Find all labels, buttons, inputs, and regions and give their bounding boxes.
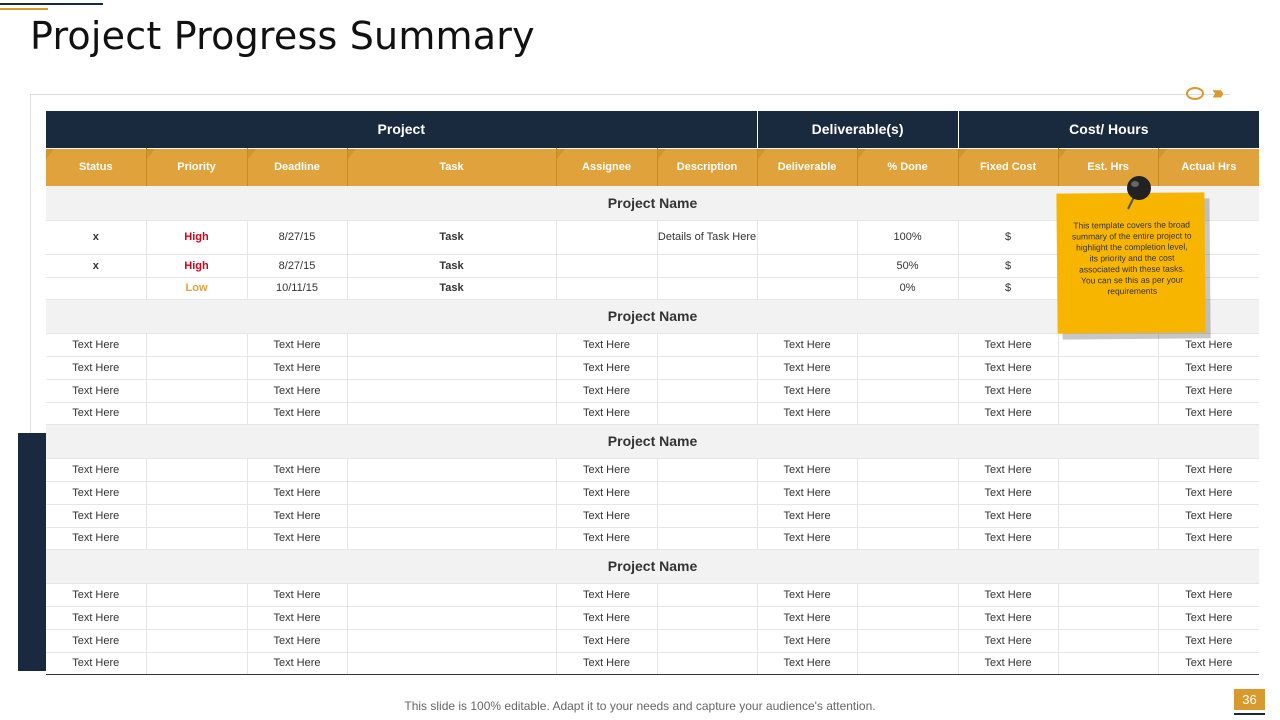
deliverable-cell: Text Here <box>757 481 857 504</box>
assignee-cell: Text Here <box>556 652 657 674</box>
priority-cell <box>146 606 247 629</box>
priority-cell <box>146 379 247 402</box>
footer-note: This slide is 100% editable. Adapt it to your needs and capture your audience's attention. <box>404 699 876 713</box>
est-hrs-cell <box>1058 652 1158 674</box>
est-hrs-cell <box>1058 379 1158 402</box>
deadline-cell: 8/27/15 <box>247 220 347 254</box>
actual-hrs-cell: Text Here <box>1158 333 1259 356</box>
description-cell <box>657 504 757 527</box>
description-cell <box>657 458 757 481</box>
actual-hrs-cell: Text Here <box>1158 356 1259 379</box>
assignee-cell: Text Here <box>556 583 657 606</box>
priority-cell: High <box>146 254 247 277</box>
done-cell <box>857 402 958 424</box>
column-header: % Done <box>857 148 958 186</box>
done-cell <box>857 652 958 674</box>
table-row <box>46 333 1259 356</box>
done-cell <box>857 527 958 549</box>
description-cell <box>657 481 757 504</box>
done-cell: 0% <box>857 277 958 299</box>
assignee-cell: Text Here <box>556 606 657 629</box>
deliverable-cell: Text Here <box>757 583 857 606</box>
description-cell <box>657 402 757 424</box>
column-header: Deliverable <box>757 148 857 186</box>
task-cell <box>347 606 556 629</box>
priority-cell <box>146 481 247 504</box>
est-hrs-cell <box>1058 504 1158 527</box>
decorative-arrows <box>1186 83 1220 103</box>
deliverable-cell: Text Here <box>757 356 857 379</box>
assignee-cell: Text Here <box>556 481 657 504</box>
table-row <box>46 629 1259 652</box>
description-cell <box>657 629 757 652</box>
group-header-cost-hours: Cost/ Hours <box>958 111 1259 148</box>
fixed-cost-cell: Text Here <box>958 527 1058 549</box>
status-cell: Text Here <box>46 402 146 424</box>
task-cell <box>347 333 556 356</box>
actual-hrs-cell: Text Here <box>1158 527 1259 549</box>
task-cell <box>347 652 556 674</box>
deliverable-cell: Text Here <box>757 504 857 527</box>
deliverable-cell <box>757 277 857 299</box>
table-row <box>46 481 1259 504</box>
description-cell <box>657 254 757 277</box>
table-row <box>46 379 1259 402</box>
status-cell: Text Here <box>46 527 146 549</box>
assignee-cell: Text Here <box>556 379 657 402</box>
project-name: Project Name <box>46 424 1259 458</box>
column-header: Description <box>657 148 757 186</box>
fixed-cost-cell: $ <box>958 254 1058 277</box>
task-cell <box>347 629 556 652</box>
deadline-cell: Text Here <box>247 504 347 527</box>
task-cell <box>347 402 556 424</box>
description-cell <box>657 527 757 549</box>
fixed-cost-cell: Text Here <box>958 333 1058 356</box>
column-header: Fixed Cost <box>958 148 1058 186</box>
deadline-cell: Text Here <box>247 583 347 606</box>
deliverable-cell: Text Here <box>757 402 857 424</box>
ring-icon <box>1186 87 1204 100</box>
task-cell <box>347 583 556 606</box>
deliverable-cell: Text Here <box>757 333 857 356</box>
deliverable-cell: Text Here <box>757 458 857 481</box>
top-accent-line-gold <box>0 8 48 10</box>
column-header: Task <box>347 148 556 186</box>
deadline-cell: Text Here <box>247 402 347 424</box>
deliverable-cell <box>757 220 857 254</box>
description-cell: Details of Task Here <box>657 220 757 254</box>
est-hrs-cell <box>1058 356 1158 379</box>
est-hrs-cell <box>1058 629 1158 652</box>
task-cell <box>347 481 556 504</box>
status-cell: Text Here <box>46 629 146 652</box>
actual-hrs-cell: Text Here <box>1158 652 1259 674</box>
deliverable-cell: Text Here <box>757 527 857 549</box>
fixed-cost-cell: Text Here <box>958 583 1058 606</box>
done-cell <box>857 356 958 379</box>
project-name: Project Name <box>46 299 1259 333</box>
group-header-row <box>46 111 1259 148</box>
table-row <box>46 504 1259 527</box>
table-row <box>46 652 1259 674</box>
priority-cell <box>146 402 247 424</box>
priority-cell: High <box>146 220 247 254</box>
actual-hrs-cell: Text Here <box>1158 629 1259 652</box>
assignee-cell: Text Here <box>556 458 657 481</box>
column-header: Assignee <box>556 148 657 186</box>
assignee-cell <box>556 220 657 254</box>
task-cell <box>347 356 556 379</box>
priority-cell <box>146 652 247 674</box>
status-cell: Text Here <box>46 583 146 606</box>
project-group-row <box>46 549 1259 583</box>
top-accent-line <box>0 3 103 5</box>
status-cell: Text Here <box>46 606 146 629</box>
group-header-project: Project <box>46 111 757 148</box>
table-row <box>46 527 1259 549</box>
priority-cell <box>146 504 247 527</box>
column-header: Priority <box>146 148 247 186</box>
actual-hrs-cell: Text Here <box>1158 583 1259 606</box>
deliverable-cell: Text Here <box>757 629 857 652</box>
deadline-cell: Text Here <box>247 333 347 356</box>
frame-line-left <box>30 94 31 434</box>
status-cell: Text Here <box>46 333 146 356</box>
assignee-cell: Text Here <box>556 402 657 424</box>
table-row <box>46 606 1259 629</box>
column-header: Status <box>46 148 146 186</box>
pushpin-icon <box>1124 175 1152 211</box>
description-cell <box>657 606 757 629</box>
deadline-cell: 10/11/15 <box>247 277 347 299</box>
done-cell <box>857 481 958 504</box>
task-cell <box>347 527 556 549</box>
priority-cell <box>146 458 247 481</box>
done-cell <box>857 583 958 606</box>
deadline-cell: Text Here <box>247 458 347 481</box>
actual-hrs-cell: Text Here <box>1158 458 1259 481</box>
deadline-cell: 8/27/15 <box>247 254 347 277</box>
column-header: Deadline <box>247 148 347 186</box>
assignee-cell: Text Here <box>556 629 657 652</box>
actual-hrs-cell: Text Here <box>1158 402 1259 424</box>
description-cell <box>657 333 757 356</box>
project-name: Project Name <box>46 186 1259 220</box>
status-cell <box>46 277 146 299</box>
deadline-cell: Text Here <box>247 629 347 652</box>
column-header-row <box>46 148 1259 186</box>
status-cell: Text Here <box>46 481 146 504</box>
actual-hrs-cell: Text Here <box>1158 504 1259 527</box>
status-cell: x <box>46 220 146 254</box>
description-cell <box>657 652 757 674</box>
priority-cell <box>146 527 247 549</box>
task-cell: Task <box>347 277 556 299</box>
done-cell <box>857 504 958 527</box>
task-cell <box>347 458 556 481</box>
est-hrs-cell <box>1058 583 1158 606</box>
project-group-row <box>46 424 1259 458</box>
description-cell <box>657 583 757 606</box>
table-row <box>46 356 1259 379</box>
column-header: Actual Hrs <box>1158 148 1259 186</box>
priority-cell <box>146 583 247 606</box>
fixed-cost-cell: Text Here <box>958 402 1058 424</box>
frame-line-top <box>30 94 1230 95</box>
est-hrs-cell <box>1058 402 1158 424</box>
fixed-cost-cell: Text Here <box>958 504 1058 527</box>
assignee-cell: Text Here <box>556 527 657 549</box>
status-cell: Text Here <box>46 458 146 481</box>
fixed-cost-cell: Text Here <box>958 379 1058 402</box>
group-header-deliverables: Deliverable(s) <box>757 111 958 148</box>
table-row <box>46 402 1259 424</box>
assignee-cell <box>556 277 657 299</box>
est-hrs-cell <box>1058 481 1158 504</box>
est-hrs-cell <box>1058 458 1158 481</box>
priority-cell: Low <box>146 277 247 299</box>
description-cell <box>657 277 757 299</box>
fixed-cost-cell: Text Here <box>958 606 1058 629</box>
est-hrs-cell <box>1058 527 1158 549</box>
priority-cell <box>146 356 247 379</box>
page-number-underline <box>1234 713 1265 715</box>
done-cell: 50% <box>857 254 958 277</box>
deliverable-cell: Text Here <box>757 652 857 674</box>
status-cell: Text Here <box>46 379 146 402</box>
fixed-cost-cell: Text Here <box>958 356 1058 379</box>
actual-hrs-cell: Text Here <box>1158 379 1259 402</box>
task-cell: Task <box>347 254 556 277</box>
fixed-cost-cell: Text Here <box>958 481 1058 504</box>
deliverable-cell: Text Here <box>757 606 857 629</box>
actual-hrs-cell: Text Here <box>1158 481 1259 504</box>
done-cell <box>857 629 958 652</box>
assignee-cell: Text Here <box>556 504 657 527</box>
status-cell: x <box>46 254 146 277</box>
deadline-cell: Text Here <box>247 379 347 402</box>
task-cell: Task <box>347 220 556 254</box>
done-cell <box>857 333 958 356</box>
description-cell <box>657 379 757 402</box>
status-cell: Text Here <box>46 504 146 527</box>
column-header: Est. Hrs <box>1058 148 1158 186</box>
deadline-cell: Text Here <box>247 481 347 504</box>
task-cell <box>347 504 556 527</box>
project-name: Project Name <box>46 549 1259 583</box>
done-cell <box>857 458 958 481</box>
est-hrs-cell <box>1058 606 1158 629</box>
description-cell <box>657 356 757 379</box>
fixed-cost-cell: Text Here <box>958 629 1058 652</box>
deliverable-cell: Text Here <box>757 379 857 402</box>
priority-cell <box>146 333 247 356</box>
sticky-note: This template covers the broad summary of the entire project to highlight the completion level, its priority and the cost associated with these tasks. You can se this as per your requirements <box>1056 192 1205 333</box>
table-row <box>46 458 1259 481</box>
status-cell: Text Here <box>46 356 146 379</box>
deadline-cell: Text Here <box>247 527 347 549</box>
deadline-cell: Text Here <box>247 652 347 674</box>
task-cell <box>347 379 556 402</box>
est-hrs-cell <box>1058 333 1158 356</box>
chevrons-icon: ›››› <box>1212 83 1220 103</box>
page-title: Project Progress Summary <box>30 14 535 58</box>
assignee-cell: Text Here <box>556 356 657 379</box>
side-accent-bar <box>18 433 46 671</box>
page-number: 36 <box>1234 689 1265 710</box>
fixed-cost-cell: Text Here <box>958 458 1058 481</box>
done-cell <box>857 606 958 629</box>
deadline-cell: Text Here <box>247 356 347 379</box>
assignee-cell: Text Here <box>556 333 657 356</box>
deadline-cell: Text Here <box>247 606 347 629</box>
status-cell: Text Here <box>46 652 146 674</box>
assignee-cell <box>556 254 657 277</box>
table-row <box>46 583 1259 606</box>
fixed-cost-cell: $ <box>958 277 1058 299</box>
done-cell <box>857 379 958 402</box>
actual-hrs-cell: Text Here <box>1158 606 1259 629</box>
deliverable-cell <box>757 254 857 277</box>
fixed-cost-cell: $ <box>958 220 1058 254</box>
fixed-cost-cell: Text Here <box>958 652 1058 674</box>
priority-cell <box>146 629 247 652</box>
done-cell: 100% <box>857 220 958 254</box>
